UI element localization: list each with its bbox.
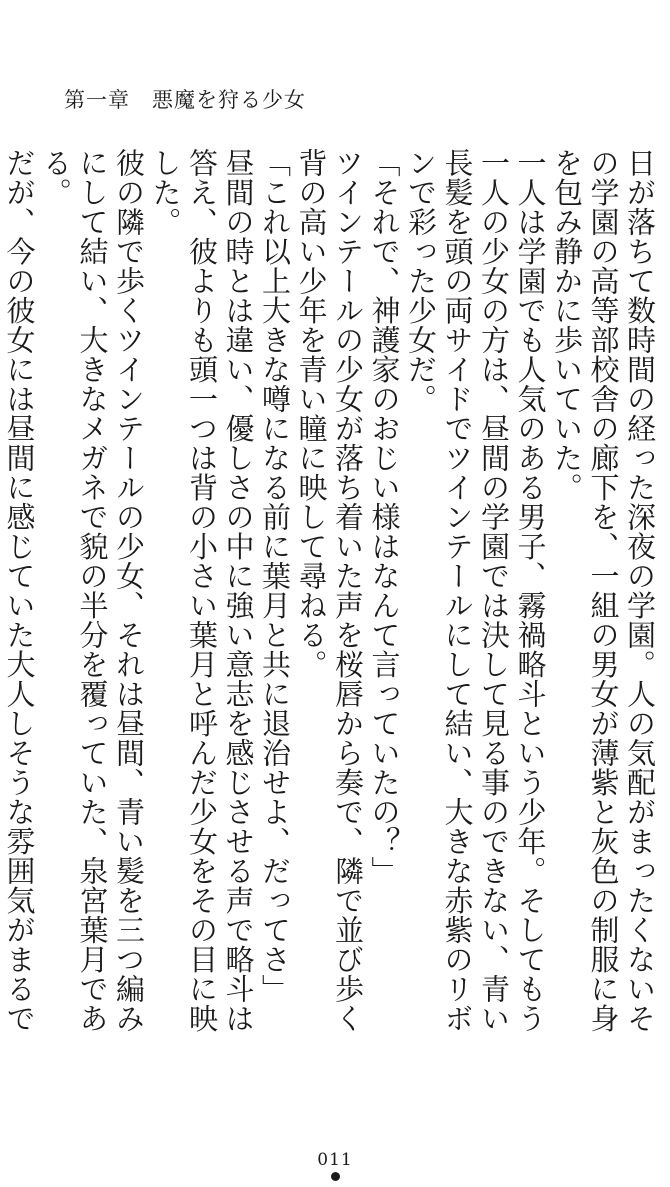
page-number: 011 xyxy=(317,1150,353,1170)
paragraph: 「これ以上大きな噂になる前に葉月と共に退治せよ、だってさ」 xyxy=(258,148,292,1004)
paragraph: だが、今の彼女には昼間に感じていた大人しそうな雰囲気がまるで xyxy=(2,148,37,1033)
paragraph: ツインテールの少女が落ち着いた声を桜唇から奏で、隣で並び歩く背の高い少年を青い瞳に映して尋ねる。 xyxy=(294,148,365,1033)
folio-dot xyxy=(331,1172,340,1181)
body-text xyxy=(2,148,658,1043)
paragraph: 「それで、神護家のおじい様はなんて言っていたの？」 xyxy=(367,148,402,886)
chapter-heading: 第一章 悪魔を狩る少女 xyxy=(64,88,306,112)
paragraph: 日が落ちて数時間の経った深夜の学園。人の気配がまったくないその学園の高等部校舎の廊下を、一組の男女が薄紫と灰色の制服に身を包み静かに歩いていた。 xyxy=(550,148,657,1033)
paragraph: 一人は学園でも人気のある男子、霧禍略斗という少年。そしてもう一人の少女の方は、昼間の学園では決して見る事のできない、青い長髪を頭の両サイドでツインテールにして結い、大きな赤紫のリボンで彩った少女だ。 xyxy=(404,148,548,1033)
paragraph: 彼の隣で歩くツインテールの少女、それは昼間、青い髪を三つ編みにして結い、大きなメガネで貌の半分を覆っていた、泉宮葉月である。 xyxy=(39,148,146,1033)
paragraph: 昼間の時とは違い、優しさの中に強い意志を感じさせる声で略斗は答え、彼よりも頭一つは背の小さい葉月と呼んだ少女をその目に映した。 xyxy=(148,148,256,1033)
